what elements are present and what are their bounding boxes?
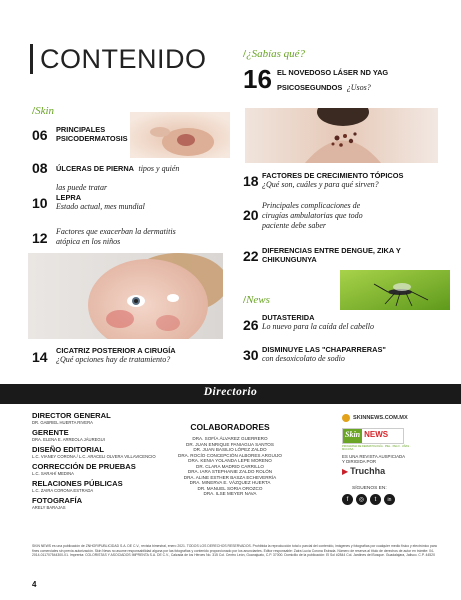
directorio-title: Directorio [203,386,258,398]
truchha-logo [342,466,442,476]
toc-num-12[interactable]: 12 [32,230,48,246]
toc-title-14: CICATRIZ POSTERIOR A CIRUGÍA [56,346,176,355]
toc-sub-14: ¿Qué opciones hay de tratamiento? [56,355,171,365]
toc-num-30[interactable]: 30 [243,347,259,363]
globe-icon [342,414,350,422]
toc-title-18: FACTORES DE CRECIMIENTO TÓPICOS [262,171,404,180]
twitter-icon[interactable]: t [370,494,381,505]
role-block [32,496,182,510]
brand-column [342,414,442,505]
social-row [342,494,442,505]
toc-entry-20[interactable] [262,201,442,231]
child-dermatitis-photo [28,253,223,339]
news-section-label: /News [243,294,270,306]
collaborator: DRA. IARA STEPHANIE ZALDO ROLÓN [187,469,273,474]
toc-title-06[interactable] [56,125,128,144]
featured-sub: ¿Usos? [346,83,371,93]
collaborator: DRA. ROCÍO CONCEPCIÓN ALBORES ARGUIJO [178,452,282,458]
toc-sub-18: ¿Qué son, cuáles y para qué sirven? [262,180,379,190]
news-section-text: News [246,294,270,306]
collaborator: DR. CLARA MADRID CARRILLO [196,463,264,469]
toc-entry-18[interactable] [262,171,442,190]
logo-tagline: PROGRAMA DE DERMATOLOGÍA · PIEL · PELO · UÑAS · MUCOSA [342,445,411,451]
toc-sub-26: Lo nuevo para la caída del cabello [262,322,374,332]
featured-entry[interactable] [277,68,427,95]
skin-section-text: Skin [35,105,55,117]
collaborators-block [160,422,300,497]
toc-num-20[interactable]: 20 [243,207,259,223]
role-title: CORRECCIÓN DE PRUEBAS [32,462,136,471]
toc-num-10[interactable]: 10 [32,195,48,211]
toc-num-14[interactable]: 14 [32,349,48,365]
sabias-section-text: ¿Sabías qué? [246,48,306,60]
toc-entry-12[interactable] [56,227,231,247]
skin-section-label: /Skin [32,105,55,117]
page-title: CONTENIDO [40,44,207,74]
role-title: FOTOGRAFÍA [32,496,83,505]
collaborator: DRA. ILSE MEYER NAVA [203,491,257,496]
toc-num-06[interactable]: 06 [32,127,48,143]
site-row[interactable] [342,414,442,422]
toc-title-22b: CHIKUNGUNYA [262,255,317,265]
toc-sub-08: las puede tratar [56,183,108,193]
role-names: L.C. VIANEY CORONA / L.C. ARACELI OLVERA VILLAVICENCIO [32,454,156,459]
role-names: DR. GABRIEL HUERTA RIVERA [32,420,93,425]
toc-sub-12b: atópica en los niños [56,237,121,246]
toc-entry-10[interactable] [56,193,226,212]
collaborator: DRA. ALINE ESTHER BASZA ECHEVERRÍA [183,474,277,480]
instagram-icon[interactable]: ◎ [356,494,367,505]
toc-sub-20a: Principales complicaciones de [262,201,361,210]
page-number: 4 [32,580,37,589]
toc-num-26[interactable]: 26 [243,317,259,333]
collaborator: DR. JUAN ENRIQUE PANIAGUA SANTOS [186,441,274,447]
toc-sub-inline-08: tipos y quién [138,164,180,173]
toc-entry-22[interactable] [262,246,442,265]
toc-title-26: DUTASTERIDA [262,313,315,322]
toc-title-22: DIFERENCIAS ENTRE DENGUE, ZIKA Y [262,246,401,255]
role-title: DISEÑO EDITORIAL [32,445,105,454]
legal-fine-print: SKIN NEWS es una publicación de ZNHORIPUBLICIDAD S.A. DE C.V., revista bimestral, enero 2021. TODOS LOS DERECHOS RESERVADOS. Prohibida la reproducción total o parcial del contenido, imágenes y fotografías por cualquier medio físico y electrónico para fines comerciales sin previa autorización. Skin News no asume responsabilidad alguna por las fotografías y contenido proporcionado por los anunciantes. Editor responsable: Zaira Lucía Corona Estrada. Número de reserva al título de derechos de autor en trámite: 04-2014-011707544300-01. Imprenta: COLORISTAS Y ASOCIADOS IMPRENTA S.A. DE C.V., Calzada de los Héroes No. 315 Col. Centro León, Guanajuato, C.P. 37000. Domicilio de la publicación: El Sol #2844 Col. Jardines del Bosque. Guadalajara, Jalisco. C.P. 44520 [32,544,437,558]
toc-num-08[interactable]: 08 [32,160,48,176]
role-names: L.C. SARAHÍ MEDINA [32,471,74,476]
featured-title2: PSICOSEGUNDOS [277,83,343,93]
toc-sub-10: Estado actual, mes mundial [56,202,145,212]
logo-news: NEWS [364,430,389,439]
toc-title-line: PSICODERMATOSIS [56,134,128,144]
collaborator: DRA. KENIA YOLANDA LEPE MORENO [188,458,272,463]
toc-sub-20c: paciente debe saber [262,221,326,230]
featured-num[interactable]: 16 [243,64,272,94]
linkedin-icon[interactable]: in [384,494,395,505]
toc-num-22[interactable]: 22 [243,248,259,264]
role-title: GERENTE [32,428,69,437]
featured-title: EL NOVEDOSO LÁSER ND YAG [277,68,389,77]
site-link[interactable]: SKINNEWS.COM.MX [353,415,408,421]
toc-entry-26[interactable] [262,313,442,332]
toc-sub-12a: Factores que exacerban la dermatitis [56,227,176,236]
truchha-mark-icon: ▶ [342,466,349,476]
sponsor-text2: Y DIRIGIDA POR [342,459,377,464]
toc-title-line: PRINCIPALES [56,125,106,134]
toc-num-18[interactable]: 18 [243,173,259,189]
role-names: L.C. ZAIRA CORONA ESTRADA [32,488,94,493]
role-names: DRA. ELENA E. ARREOLA JÁUREGUI [32,437,105,442]
sponsor-text1: ES UNA REVISTA AUSPICIADA [342,454,406,459]
neck-laser-photo [245,108,438,163]
role-title: RELACIONES PÚBLICAS [32,479,123,488]
toc-entry-14[interactable] [56,346,231,365]
back-skin-photo [130,112,230,158]
toc-title-10: LEPRA [56,193,82,202]
collaborators-title: COLABORADORES [190,422,270,432]
follow-label: SÍGUENOS EN: [352,486,387,491]
title-bar [30,44,33,74]
role-title: DIRECTOR GENERAL [32,411,111,420]
collaborator: DR. JUAN BASILIO LÓPEZ ZALDO [193,447,267,452]
toc-title-08: ÚLCERAS DE PIERNA [56,164,135,173]
role-names: ARELY BARAJAS [32,505,66,510]
truchha-name: Truchha [350,466,386,476]
collaborator: DRA. MINERVA E. VÁZQUEZ HUERTA [189,480,271,485]
logo-skin: Skin [343,429,362,443]
skinnews-logo [342,428,404,444]
toc-entry-08[interactable] [56,157,226,195]
toc-entry-30[interactable] [262,345,442,364]
sabias-section-label: /¿Sabías qué? [243,48,306,60]
toc-title-30: DISMINUYE LAS "CHAPARRERAS" [262,345,386,354]
toc-sub-30: con desoxicolato de sodio [262,354,345,364]
mosquito-photo [340,270,450,310]
toc-sub-20b: cirugías ambulatorias que todo [262,211,363,220]
collaborator: DRA. SOFÍA ÁLVAREZ GUERRERO [192,436,268,441]
facebook-icon[interactable]: f [342,494,353,505]
collaborator: DR. MANUEL SORIA OROZCO [197,485,263,491]
